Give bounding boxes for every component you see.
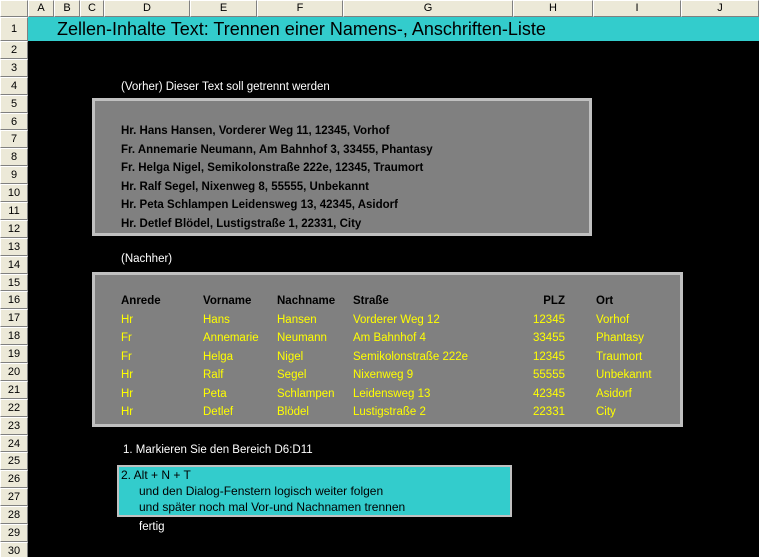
row-header-8[interactable]: 8 — [0, 148, 28, 166]
table-cell: Neumann — [277, 332, 327, 344]
select-all-corner[interactable] — [0, 0, 28, 17]
table-cell: Asidorf — [596, 387, 632, 400]
table-cell: Phantasy — [596, 332, 644, 344]
instruction-step2-line: und später noch mal Vor-und Nachnamen trennen — [139, 500, 406, 514]
table-row — [95, 348, 680, 367]
row-header-14[interactable]: 14 — [0, 256, 28, 274]
column-header-A[interactable]: A — [28, 0, 54, 17]
table-row — [95, 329, 680, 348]
table-cell: Semikolonstraße 222e — [353, 350, 469, 363]
row-header-21[interactable]: 21 — [0, 381, 28, 399]
table-cell: 12345 — [533, 350, 565, 363]
column-header-C[interactable]: C — [80, 0, 104, 17]
row-header-22[interactable]: 22 — [0, 399, 28, 417]
row-headers — [0, 17, 28, 557]
row-header-23[interactable]: 23 — [0, 417, 28, 435]
page-title: Zellen-Inhalte Text: Trennen einer Namens-, Anschriften-Liste — [57, 19, 546, 39]
row-header-26[interactable]: 26 — [0, 470, 28, 488]
table-header-cell: Vorname — [203, 295, 252, 307]
table-row — [95, 385, 680, 404]
column-header-E[interactable]: E — [190, 0, 257, 17]
table-cell: Hr — [121, 369, 134, 381]
row-header-16[interactable]: 16 — [0, 291, 28, 309]
instruction-step2-line: und den Dialog-Fenstern logisch weiter folgen — [139, 484, 384, 498]
row-header-5[interactable]: 5 — [0, 95, 28, 113]
table-cell: Unbekannt — [596, 369, 652, 381]
vorher-line: Fr. Helga Nigel, Semikolonstraße 222e, 12345, Traumort — [121, 162, 424, 175]
instruction-step1: 1. Markieren Sie den Bereich D6:D11 — [123, 444, 313, 456]
table-cell: Vorderer Weg 12 — [353, 313, 440, 326]
table-cell: Hr — [121, 406, 134, 418]
table-cell: Lustigstraße 2 — [353, 406, 426, 418]
row-header-30[interactable]: 30 — [0, 542, 28, 557]
table-cell: Ralf — [203, 369, 224, 381]
sheet-title-cell[interactable] — [28, 17, 759, 41]
row-header-2[interactable]: 2 — [0, 41, 28, 59]
table-cell: 42345 — [533, 387, 565, 400]
table-cell: Am Bahnhof 4 — [353, 332, 426, 344]
table-cell: Leidensweg 13 — [353, 387, 431, 400]
row-header-1[interactable]: 1 — [0, 17, 28, 41]
table-header-cell: Straße — [353, 295, 389, 307]
table-row — [95, 366, 680, 385]
table-cell: Traumort — [596, 350, 643, 363]
column-header-G[interactable]: G — [343, 0, 513, 17]
table-cell: Hans — [203, 313, 230, 326]
table-cell: 12345 — [533, 313, 565, 326]
row-header-10[interactable]: 10 — [0, 184, 28, 202]
vorher-line: Hr. Peta Schlampen Leidensweg 13, 42345, Asidorf — [121, 199, 398, 212]
table-cell: Peta — [203, 387, 227, 400]
row-header-24[interactable]: 24 — [0, 435, 28, 453]
table-cell: Hr — [121, 313, 134, 326]
row-header-17[interactable]: 17 — [0, 309, 28, 327]
column-headers — [28, 0, 759, 17]
instruction-step2-line: 2. Alt + N + T — [121, 468, 191, 482]
table-cell: Annemarie — [203, 332, 259, 344]
table-header-cell: PLZ — [543, 295, 565, 307]
row-header-27[interactable]: 27 — [0, 488, 28, 506]
column-header-J[interactable]: J — [681, 0, 759, 17]
table-cell: Hr — [121, 387, 134, 400]
vorher-line: Hr. Ralf Segel, Nixenweg 8, 55555, Unbekannt — [121, 180, 369, 193]
row-header-3[interactable]: 3 — [0, 59, 28, 77]
row-header-7[interactable]: 7 — [0, 130, 28, 148]
table-cell: Nixenweg 9 — [353, 369, 414, 381]
table-row — [95, 403, 680, 422]
table-cell: Segel — [277, 369, 307, 381]
table-cell: City — [596, 406, 616, 418]
table-cell: Hansen — [277, 313, 317, 326]
table-header-cell: Anrede — [121, 295, 161, 307]
table-cell: Nigel — [277, 350, 304, 363]
row-header-11[interactable]: 11 — [0, 202, 28, 220]
vorher-line: Hr. Detlef Blödel, Lustigstraße 1, 22331, City — [121, 217, 362, 230]
nachher-box[interactable] — [92, 272, 683, 427]
table-cell: 55555 — [533, 369, 565, 381]
row-header-28[interactable]: 28 — [0, 506, 28, 524]
row-header-25[interactable]: 25 — [0, 452, 28, 470]
table-row — [95, 311, 680, 330]
vorher-line: Hr. Hans Hansen, Vorderer Weg 11, 12345, Vorhof — [121, 125, 390, 137]
table-cell: 33455 — [533, 332, 565, 344]
row-header-12[interactable]: 12 — [0, 220, 28, 238]
instruction-step2-box[interactable] — [117, 465, 512, 517]
row-header-6[interactable]: 6 — [0, 113, 28, 131]
row-header-29[interactable]: 29 — [0, 524, 28, 542]
row-header-15[interactable]: 15 — [0, 274, 28, 292]
table-cell: Fr — [121, 332, 132, 344]
table-cell: Fr — [121, 350, 132, 363]
column-header-F[interactable]: F — [257, 0, 343, 17]
vorher-label: (Vorher) Dieser Text soll getrennt werden — [121, 81, 330, 93]
row-header-9[interactable]: 9 — [0, 166, 28, 184]
row-header-4[interactable]: 4 — [0, 77, 28, 95]
row-header-20[interactable]: 20 — [0, 363, 28, 381]
vorher-box[interactable] — [92, 98, 592, 236]
column-header-I[interactable]: I — [593, 0, 681, 17]
table-header-cell: Nachname — [277, 295, 336, 307]
table-cell: 22331 — [533, 406, 565, 418]
row-header-13[interactable]: 13 — [0, 238, 28, 256]
table-header-row — [95, 292, 680, 311]
table-cell: Schlampen — [277, 387, 335, 400]
row-header-19[interactable]: 19 — [0, 345, 28, 363]
column-header-B[interactable]: B — [54, 0, 80, 17]
table-header-cell: Ort — [596, 295, 614, 307]
nachher-label: (Nachher) — [121, 253, 173, 265]
column-header-H[interactable]: H — [513, 0, 593, 17]
table-cell: Vorhof — [596, 313, 630, 326]
table-cell: Detlef — [203, 406, 234, 418]
column-header-D[interactable]: D — [104, 0, 190, 17]
vorher-line: Fr. Annemarie Neumann, Am Bahnhof 3, 33455, Phantasy — [121, 143, 433, 156]
row-header-18[interactable]: 18 — [0, 327, 28, 345]
table-cell: Helga — [203, 350, 234, 363]
table-cell: Blödel — [277, 406, 309, 418]
done-label: fertig — [139, 521, 165, 533]
